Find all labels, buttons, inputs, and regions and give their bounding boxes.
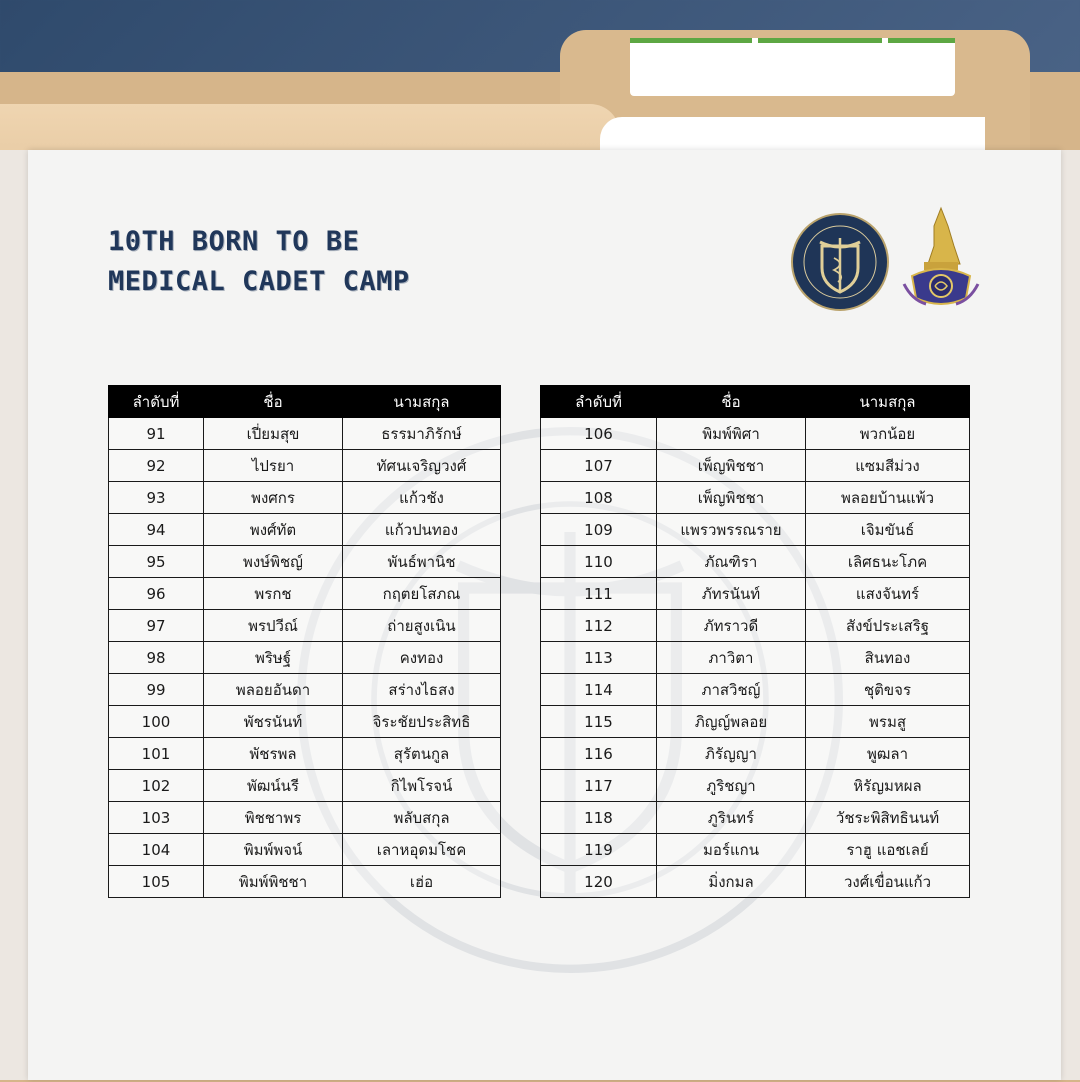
cell-last-name: พรมสู [806,706,970,738]
cell-last-name: เจิมขันธ์ [806,514,970,546]
cell-number: 118 [541,802,657,834]
table-row [541,642,970,674]
cell-first-name: พิมพ์พิชชา [204,866,343,898]
cell-first-name: พัฒน์นรี [204,770,343,802]
cell-number: 105 [109,866,204,898]
cell-last-name: พันธ์พานิช [343,546,501,578]
cell-number: 119 [541,834,657,866]
cell-first-name: แพรวพรรณราย [657,514,806,546]
cell-number: 91 [109,418,204,450]
cell-number: 111 [541,578,657,610]
cell-last-name: พวกน้อย [806,418,970,450]
cell-first-name: ภัทรนันท์ [657,578,806,610]
cell-last-name: กฤตยโสภณ [343,578,501,610]
title-line-1: 10TH BORN TO BE [108,226,360,257]
cell-number: 116 [541,738,657,770]
cell-first-name: ภาสวิชญ์ [657,674,806,706]
cell-number: 114 [541,674,657,706]
column-header-first-name: ชื่อ [657,386,806,418]
cell-first-name: พงศ์ทัต [204,514,343,546]
cell-first-name: พิมพ์พจน์ [204,834,343,866]
table-row [109,866,501,898]
cell-first-name: มอร์แกน [657,834,806,866]
cell-first-name: ภิญญ์พลอย [657,706,806,738]
cell-number: 109 [541,514,657,546]
table-row [541,802,970,834]
table-row [541,674,970,706]
cell-last-name: หิรัญมหผล [806,770,970,802]
roster-table-right [540,385,970,898]
cell-last-name: เลาหอุดมโชค [343,834,501,866]
cell-last-name: สุรัตนกูล [343,738,501,770]
table-row [109,770,501,802]
cell-first-name: พลอยอันดา [204,674,343,706]
cell-last-name: วงศ์เขื่อนแก้ว [806,866,970,898]
cell-number: 107 [541,450,657,482]
cell-last-name: ราฮู แอชเลย์ [806,834,970,866]
cell-last-name: แก้วชัง [343,482,501,514]
cell-number: 96 [109,578,204,610]
table-row [109,578,501,610]
table-row [541,450,970,482]
cell-first-name: พัชรพล [204,738,343,770]
cell-last-name: ธรรมาภิรักษ์ [343,418,501,450]
cell-last-name: พลับสกุล [343,802,501,834]
cell-last-name: สินทอง [806,642,970,674]
cell-first-name: ไปรยา [204,450,343,482]
title-line-2: MEDICAL CADET CAMP [108,266,410,297]
cell-last-name: แซมสีม่วง [806,450,970,482]
column-header-last-name: นามสกุล [343,386,501,418]
cell-last-name: ถ่ายสูงเนิน [343,610,501,642]
cell-last-name: เฮ่อ [343,866,501,898]
tab-stripe [630,38,752,43]
cell-first-name: พริษฐ์ [204,642,343,674]
table-row [541,770,970,802]
cell-last-name: ชุติขจร [806,674,970,706]
cell-number: 117 [541,770,657,802]
cell-first-name: ภัณฑิรา [657,546,806,578]
table-row [109,450,501,482]
cell-last-name: พลอยบ้านแพ้ว [806,482,970,514]
cell-last-name: พูฒลา [806,738,970,770]
cell-number: 115 [541,706,657,738]
cell-number: 99 [109,674,204,706]
cell-first-name: ภูรินทร์ [657,802,806,834]
cell-last-name: คงทอง [343,642,501,674]
page-title [108,222,410,302]
table-row [541,610,970,642]
roster-table-left [108,385,501,898]
cell-number: 101 [109,738,204,770]
cell-first-name: ภัทราวดี [657,610,806,642]
cell-number: 113 [541,642,657,674]
cell-first-name: เปี่ยมสุข [204,418,343,450]
cell-first-name: เพ็ญพิชชา [657,450,806,482]
cell-last-name: วัชระพิสิทธินนท์ [806,802,970,834]
table-row [541,482,970,514]
table-row [109,674,501,706]
cell-first-name: ภูริชญา [657,770,806,802]
table-header-row [109,386,501,418]
cell-number: 120 [541,866,657,898]
cell-number: 108 [541,482,657,514]
cell-number: 102 [109,770,204,802]
table-row [109,642,501,674]
cell-number: 100 [109,706,204,738]
cell-last-name: ทัศนเจริญวงศ์ [343,450,501,482]
cell-number: 106 [541,418,657,450]
cell-first-name: ภาวิตา [657,642,806,674]
cell-number: 104 [109,834,204,866]
cell-first-name: พิมพ์พิศา [657,418,806,450]
cell-first-name: มิ่งกมล [657,866,806,898]
cell-number: 92 [109,450,204,482]
table-row [109,706,501,738]
cell-number: 103 [109,802,204,834]
caduceus-shield-emblem-icon [790,212,890,312]
tab-stripe [758,38,882,43]
table-row [109,738,501,770]
table-row [109,514,501,546]
table-row [541,578,970,610]
column-header-number: ลำดับที่ [109,386,204,418]
cell-first-name: พิชชาพร [204,802,343,834]
cell-first-name: พัชรนันท์ [204,706,343,738]
tab-stripe [888,38,955,43]
table-row [541,418,970,450]
table-row [541,834,970,866]
cell-number: 95 [109,546,204,578]
cell-number: 112 [541,610,657,642]
cell-number: 97 [109,610,204,642]
cell-first-name: พงศกร [204,482,343,514]
cell-last-name: เลิศธนะโภค [806,546,970,578]
cell-number: 94 [109,514,204,546]
cell-number: 98 [109,642,204,674]
column-header-first-name: ชื่อ [204,386,343,418]
column-header-last-name: นามสกุล [806,386,970,418]
cell-last-name: สร่างไธสง [343,674,501,706]
table-row [109,418,501,450]
cell-number: 110 [541,546,657,578]
royal-crest-emblem-icon [902,206,980,312]
cell-first-name: พรกช [204,578,343,610]
cell-last-name: กิไพโรจน์ [343,770,501,802]
table-row [541,706,970,738]
table-row [109,482,501,514]
cell-last-name: แสงจันทร์ [806,578,970,610]
table-row [109,610,501,642]
table-row [541,546,970,578]
cell-first-name: ภิรัญญา [657,738,806,770]
column-header-number: ลำดับที่ [541,386,657,418]
table-header-row [541,386,970,418]
table-row [109,802,501,834]
cell-last-name: จิระชัยประสิทธิ [343,706,501,738]
table-row [541,738,970,770]
cell-first-name: พรปวีณ์ [204,610,343,642]
table-row [109,834,501,866]
table-row [541,514,970,546]
table-row [109,546,501,578]
cell-first-name: พงษ์พิชญ์ [204,546,343,578]
folder-label-sheet [630,38,955,96]
cell-last-name: สังข์ประเสริฐ [806,610,970,642]
cell-number: 93 [109,482,204,514]
table-row [541,866,970,898]
cell-last-name: แก้วปนทอง [343,514,501,546]
cell-first-name: เพ็ญพิชชา [657,482,806,514]
